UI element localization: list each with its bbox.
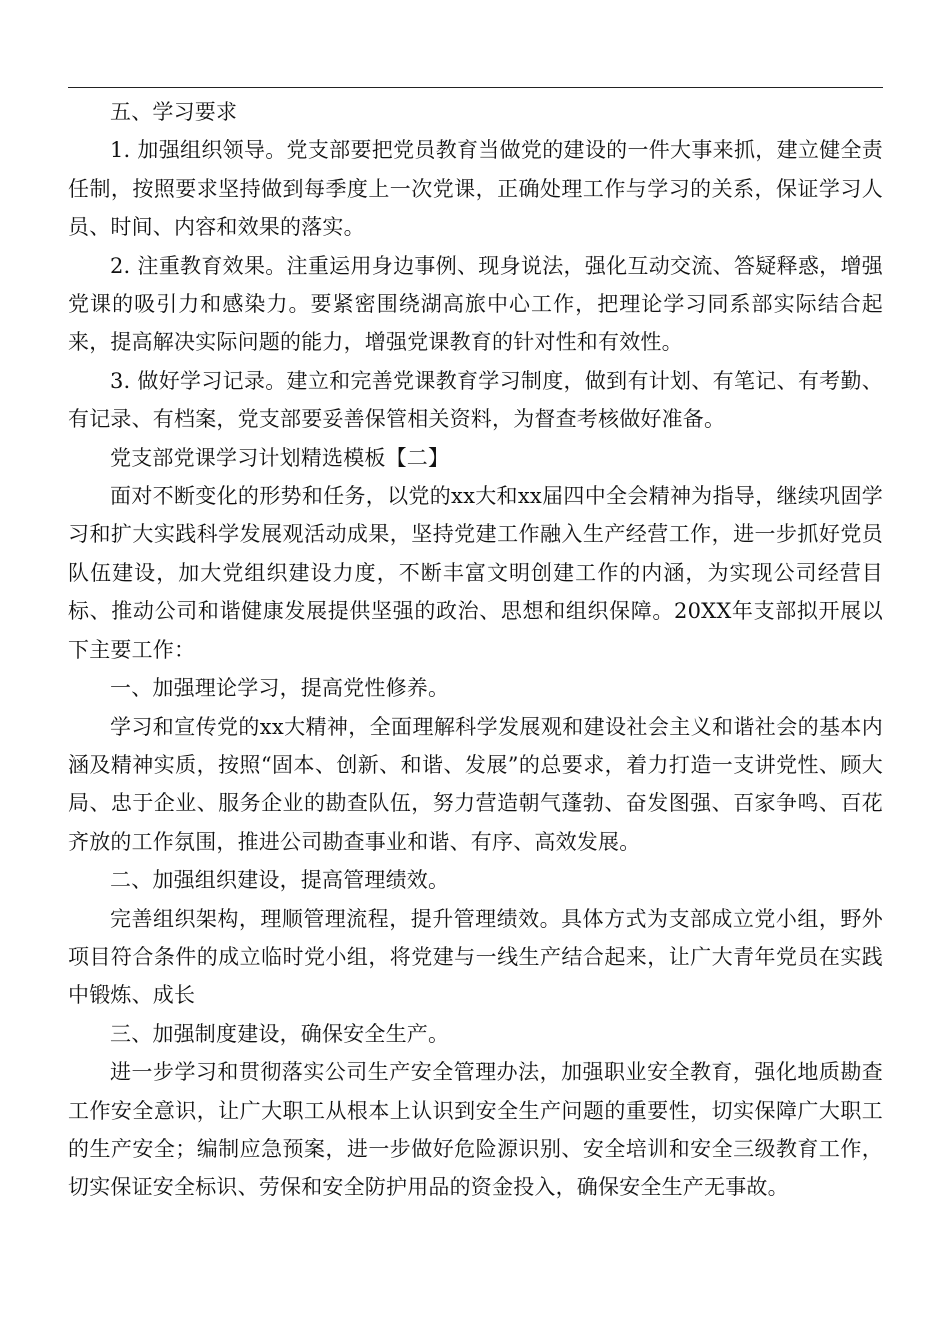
section-heading-safety: 三、加强制度建设，确保安全生产。 <box>110 1021 450 1046</box>
requirement-item-1: 1. 加强组织领导。党支部要把党员教育当做党的建设的一件大事来抓，建立健全责任制，按照要求坚持做到每季度上一次党课，正确处理工作与学习的关系，保证学习人员、时间、内容和效果的落实。 <box>68 138 883 240</box>
template-title: 党支部党课学习计划精选模板【二】 <box>110 445 450 470</box>
safety-paragraph: 进一步学习和贯彻落实公司生产安全管理办法，加强职业安全教育，强化地质勘查工作安全意识，让广大职工从根本上认识到安全生产问题的重要性，切实保障广大职工的生产安全；编制应急预案，进一步做好危险源识别、安全培训和安全三级教育工作，切实保证安全标识、劳保和安全防护用品的资金投入，确保安全生产无事故。 <box>68 1060 883 1200</box>
section-heading-study-requirements: 五、学习要求 <box>110 100 238 124</box>
document-body <box>68 93 883 1207</box>
requirement-item-2: 2. 注重教育效果。注重运用身边事例、现身说法，强化互动交流、答疑释惑，增强党课的吸引力和感染力。要紧密围绕湖高旅中心工作，把理论学习同系部实际结合起来，提高解决实际问题的能力，增强党课教育的针对性和有效性。 <box>68 253 883 355</box>
requirement-item-3: 3. 做好学习记录。建立和完善党课教育学习制度，做到有计划、有笔记、有考勤、有记录、有档案，党支部要妥善保管相关资料，为督查考核做好准备。 <box>68 368 883 432</box>
document-page <box>68 0 883 1344</box>
organization-paragraph: 完善组织架构，理顺管理流程，提升管理绩效。具体方式为支部成立党小组，野外项目符合条件的成立临时党小组，将党建与一线生产结合起来，让广大青年党员在实践中锻炼、成长 <box>68 906 883 1008</box>
header-rule <box>68 87 883 88</box>
section-heading-organization: 二、加强组织建设，提高管理绩效。 <box>110 868 450 893</box>
section-heading-theory: 一、加强理论学习，提高党性修养。 <box>110 676 450 701</box>
theory-paragraph: 学习和宣传党的xx大精神，全面理解科学发展观和建设社会主义和谐社会的基本内涵及精神实质，按照“固本、创新、和谐、发展”的总要求，着力打造一支讲党性、顾大局、忠于企业、服务企业的勘查队伍，努力营造朝气蓬勃、奋发图强、百家争鸣、百花齐放的工作氛围，推进公司勘查事业和谐、有序、高效发展。 <box>68 714 883 854</box>
intro-paragraph: 面对不断变化的形势和任务，以党的xx大和xx届四中全会精神为指导，继续巩固学习和扩大实践科学发展观活动成果，坚持党建工作融入生产经营工作，进一步抓好党员队伍建设，加大党组织建设力度，不断丰富文明创建工作的内涵，为实现公司经营目标、推动公司和谐健康发展提供坚强的政治、思想和组织保障。20XX年支部拟开展以下主要工作： <box>68 484 883 662</box>
